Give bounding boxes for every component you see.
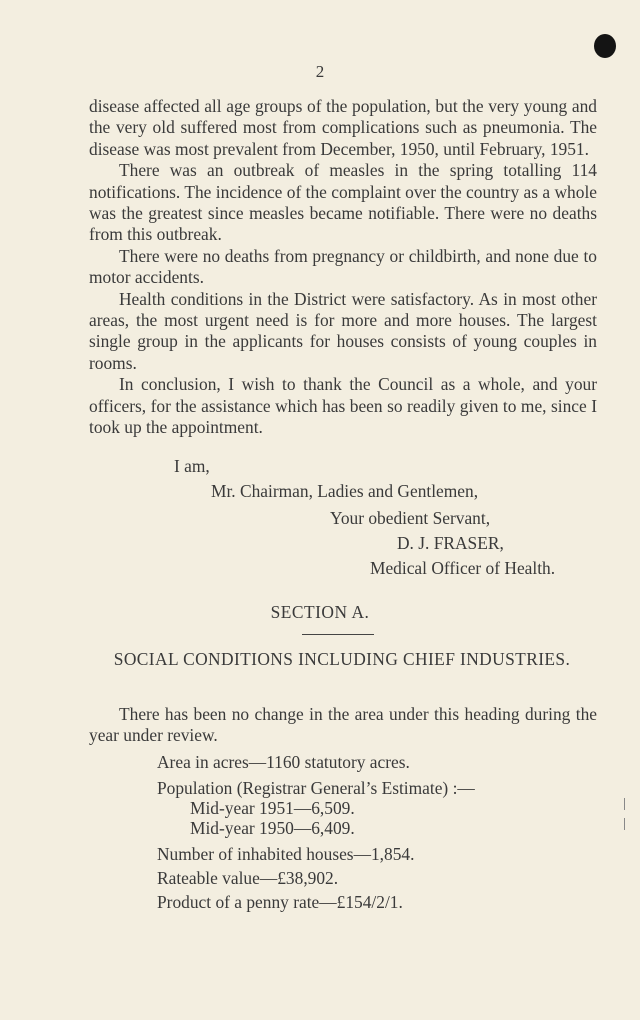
section-intro: There has been no change in the area under this heading during the year under review. xyxy=(89,704,597,746)
stat-penny-rate: Product of a penny rate—£154/2/1. xyxy=(157,892,403,912)
paragraph-measles: There was an outbreak of measles in the spring totalling 114 notifications. The incidence of the complaint over the country as a whole was the greatest since measles became notifiable. There were no deaths from this outbreak. xyxy=(89,160,597,245)
page-number: 2 xyxy=(315,62,325,81)
stat-area: Area in acres—1160 statutory acres. xyxy=(157,752,410,772)
signature-title: Medical Officer of Health. xyxy=(370,558,556,578)
section-subheading: SOCIAL CONDITIONS INCLUDING CHIEF INDUSTRIES. xyxy=(113,649,571,669)
signature-salutation: Mr. Chairman, Ladies and Gentlemen, xyxy=(211,481,479,501)
paragraph-conclusion: In conclusion, I wish to thank the Council as a whole, and your officers, for the assistance which has been so readily given to me, since I took up the appointment. xyxy=(89,374,597,438)
edge-mark xyxy=(624,818,625,830)
paragraph-health-conditions: Health conditions in the District were satisfactory. As in most other areas, the most urgent need is for more and more houses. The largest single group in the applicants for houses consists of young couples in rooms. xyxy=(89,288,597,373)
signature-name: D. J. FRASER, xyxy=(397,533,504,553)
section-divider xyxy=(302,634,374,635)
paragraph-deaths: There were no deaths from pregnancy or childbirth, and none due to motor accidents. xyxy=(89,245,597,288)
stat-inhabited-houses: Number of inhabited houses—1,854. xyxy=(157,844,415,864)
stat-rateable-value: Rateable value—£38,902. xyxy=(157,868,339,888)
section-heading: SECTION A. xyxy=(270,602,370,622)
punch-hole xyxy=(594,34,616,58)
letter-body xyxy=(89,96,597,439)
edge-mark xyxy=(624,798,625,810)
signature-greeting: I am, xyxy=(174,456,210,476)
signature-closing: Your obedient Servant, xyxy=(330,508,491,528)
stat-population-label: Population (Registrar General’s Estimate) :— xyxy=(157,778,475,798)
paragraph-influenza: disease affected all age groups of the population, but the very young and the very old suffered most from complications such as pneumonia. The disease was most prevalent from December, 1950, until February, 1951. xyxy=(89,96,597,159)
stat-population-1950: Mid-year 1950—6,409. xyxy=(190,818,355,838)
stat-population-1951: Mid-year 1951—6,509. xyxy=(190,798,355,818)
